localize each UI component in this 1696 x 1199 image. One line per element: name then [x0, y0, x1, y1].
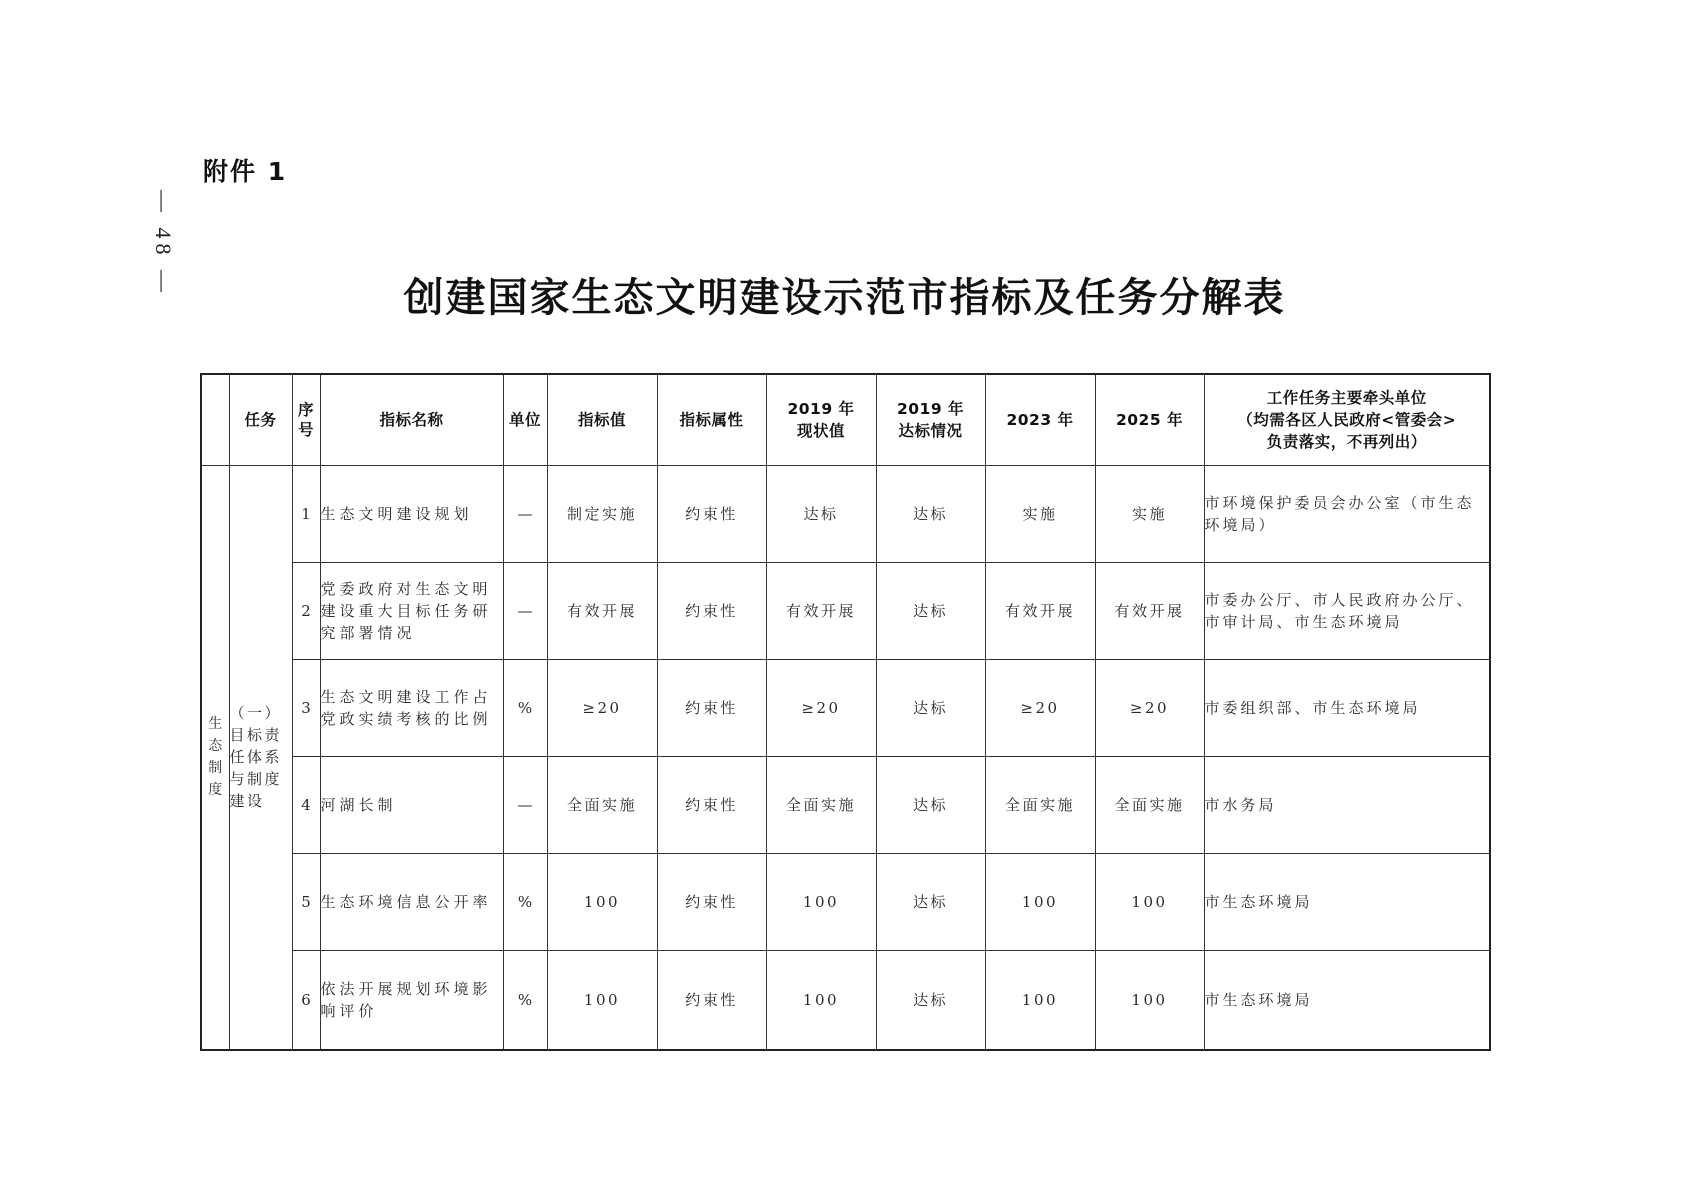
cell-indicator-name	[320, 853, 503, 950]
cell-lead-units	[1204, 853, 1490, 950]
header-category	[201, 374, 229, 465]
cell-unit: —	[503, 756, 547, 853]
indicator-name-text: 生态环境信息公开率	[320, 892, 492, 911]
cell-lead-units	[1204, 950, 1490, 1050]
cell-compliance-2019: 达标	[876, 756, 985, 853]
lead-units-text: 市委办公厅、市人民政府办公厅、市审计局、市生态环境局	[1204, 590, 1475, 631]
cell-indicator-name	[320, 950, 503, 1050]
cell-attribute: 约束性	[657, 950, 766, 1050]
table-row	[201, 950, 1490, 1050]
cell-compliance-2019: 达标	[876, 659, 985, 756]
cell-target-value: 全面实施	[547, 756, 657, 853]
header-attribute: 指标属性	[657, 374, 766, 465]
cell-year-2025: 全面实施	[1095, 756, 1204, 853]
cell-year-2023: ≥20	[985, 659, 1095, 756]
cell-serial-number: 2	[292, 562, 320, 659]
table-row	[201, 465, 1490, 562]
table-row	[201, 659, 1490, 756]
cell-indicator-name	[320, 756, 503, 853]
indicator-name-text: 依法开展规划环境影响评价	[320, 979, 492, 1020]
header-year-2025: 2025 年	[1095, 374, 1204, 465]
cell-lead-units	[1204, 659, 1490, 756]
cell-serial-number: 1	[292, 465, 320, 562]
table-row	[201, 853, 1490, 950]
lead-units-text: 市环境保护委员会办公室（市生态环境局）	[1204, 493, 1475, 534]
header-unit: 单位	[503, 374, 547, 465]
cell-status-2019: 100	[766, 950, 876, 1050]
indicator-name-text: 河湖长制	[320, 795, 397, 814]
header-indicator-name: 指标名称	[320, 374, 503, 465]
task-text: （一）目标责任体系与制度建设	[229, 704, 283, 811]
header-task: 任务	[229, 374, 292, 465]
cell-task	[229, 465, 292, 1050]
indicator-name-text: 党委政府对生态文明建设重大目标任务研究部署情况	[320, 579, 492, 642]
cell-target-value: 制定实施	[547, 465, 657, 562]
lead-units-text: 市生态环境局	[1204, 990, 1313, 1009]
cell-target-value: ≥20	[547, 659, 657, 756]
cell-compliance-2019: 达标	[876, 950, 985, 1050]
header-year-2023: 2023 年	[985, 374, 1095, 465]
cell-serial-number: 6	[292, 950, 320, 1050]
lead-units-text: 市委组织部、市生态环境局	[1204, 698, 1421, 717]
cell-year-2023: 全面实施	[985, 756, 1095, 853]
cell-serial-number: 3	[292, 659, 320, 756]
header-serial-number: 序号	[292, 374, 320, 465]
cell-year-2025: 100	[1095, 950, 1204, 1050]
cell-year-2025: ≥20	[1095, 659, 1204, 756]
indicator-name-text: 生态文明建设工作占党政实绩考核的比例	[320, 687, 492, 728]
cell-serial-number: 5	[292, 853, 320, 950]
lead-units-text: 市生态环境局	[1204, 892, 1313, 911]
cell-year-2025: 实施	[1095, 465, 1204, 562]
indicator-name-text: 生态文明建设规划	[320, 504, 473, 523]
cell-year-2023: 有效开展	[985, 562, 1095, 659]
cell-target-value: 100	[547, 950, 657, 1050]
cell-status-2019: ≥20	[766, 659, 876, 756]
cell-unit: %	[503, 853, 547, 950]
cell-target-value: 有效开展	[547, 562, 657, 659]
cell-status-2019: 100	[766, 853, 876, 950]
cell-year-2023: 100	[985, 853, 1095, 950]
cell-indicator-name	[320, 562, 503, 659]
cell-status-2019: 达标	[766, 465, 876, 562]
attachment-label: 附件 1	[203, 157, 288, 186]
cell-serial-number: 4	[292, 756, 320, 853]
cell-unit: %	[503, 659, 547, 756]
cell-unit: —	[503, 465, 547, 562]
document-title: 创建国家生态文明建设示范市指标及任务分解表	[403, 274, 1286, 321]
cell-attribute: 约束性	[657, 756, 766, 853]
cell-indicator-name	[320, 465, 503, 562]
cell-compliance-2019: 达标	[876, 853, 985, 950]
cell-unit: —	[503, 562, 547, 659]
cell-status-2019: 有效开展	[766, 562, 876, 659]
cell-year-2025: 有效开展	[1095, 562, 1204, 659]
cell-target-value: 100	[547, 853, 657, 950]
table-row	[201, 756, 1490, 853]
cell-lead-units	[1204, 465, 1490, 562]
cell-compliance-2019: 达标	[876, 562, 985, 659]
header-lead-units: 工作任务主要牵头单位 （均需各区人民政府<管委会> 负责落实，不再列出）	[1204, 374, 1490, 465]
cell-lead-units	[1204, 756, 1490, 853]
cell-attribute: 约束性	[657, 659, 766, 756]
header-compliance-2019: 2019 年 达标情况	[876, 374, 985, 465]
cell-attribute: 约束性	[657, 853, 766, 950]
cell-year-2025: 100	[1095, 853, 1204, 950]
cell-lead-units	[1204, 562, 1490, 659]
cell-indicator-name	[320, 659, 503, 756]
table-row	[201, 562, 1490, 659]
table-header-row	[201, 374, 1490, 465]
page-number: — 48 —	[151, 190, 176, 297]
cell-unit: %	[503, 950, 547, 1050]
cell-attribute: 约束性	[657, 562, 766, 659]
cell-year-2023: 100	[985, 950, 1095, 1050]
cell-compliance-2019: 达标	[876, 465, 985, 562]
cell-status-2019: 全面实施	[766, 756, 876, 853]
category-text: 生态制度	[208, 716, 223, 799]
cell-category	[201, 465, 229, 1050]
header-status-2019: 2019 年 现状值	[766, 374, 876, 465]
header-target-value: 指标值	[547, 374, 657, 465]
cell-year-2023: 实施	[985, 465, 1095, 562]
indicator-task-table	[200, 373, 1491, 1051]
lead-units-text: 市水务局	[1204, 795, 1277, 814]
cell-attribute: 约束性	[657, 465, 766, 562]
